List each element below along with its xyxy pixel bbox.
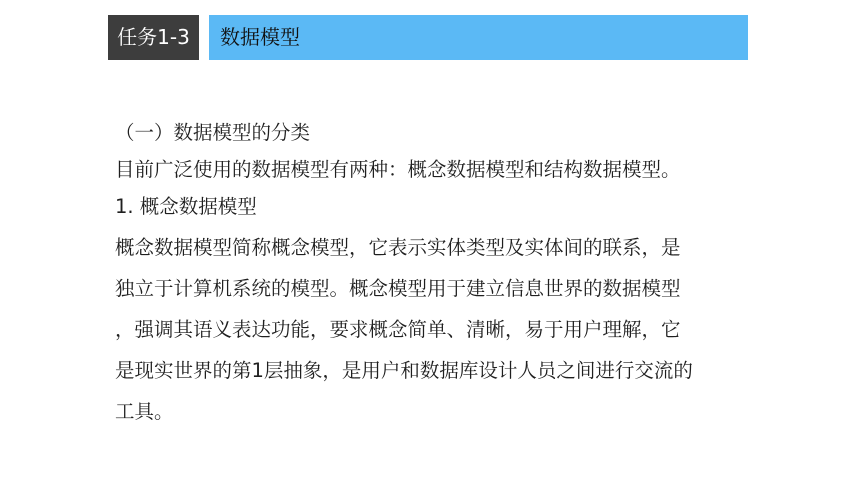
task-number-badge: 任务1-3	[108, 15, 199, 60]
slide-title-bar: 数据模型	[209, 15, 748, 60]
body-paragraph: 概念数据模型简称概念模型，它表示实体类型及实体间的联系，是 独立于计算机系统的模型。概念模型用于建立信息世界的数据模型 ，强调其语义表达功能，要求概念简单、清晰，易于用户理解，它 是现实世界的第1层抽象，是用户和数据库设计人员之间进行交流的 工具。	[115, 236, 693, 423]
intro-sentence: 目前广泛使用的数据模型有两种：概念数据模型和结构数据模型。	[115, 158, 681, 181]
slide-content	[115, 114, 755, 432]
subheading: 1. 概念数据模型	[115, 195, 257, 218]
section-heading: （一）数据模型的分类	[115, 121, 311, 144]
